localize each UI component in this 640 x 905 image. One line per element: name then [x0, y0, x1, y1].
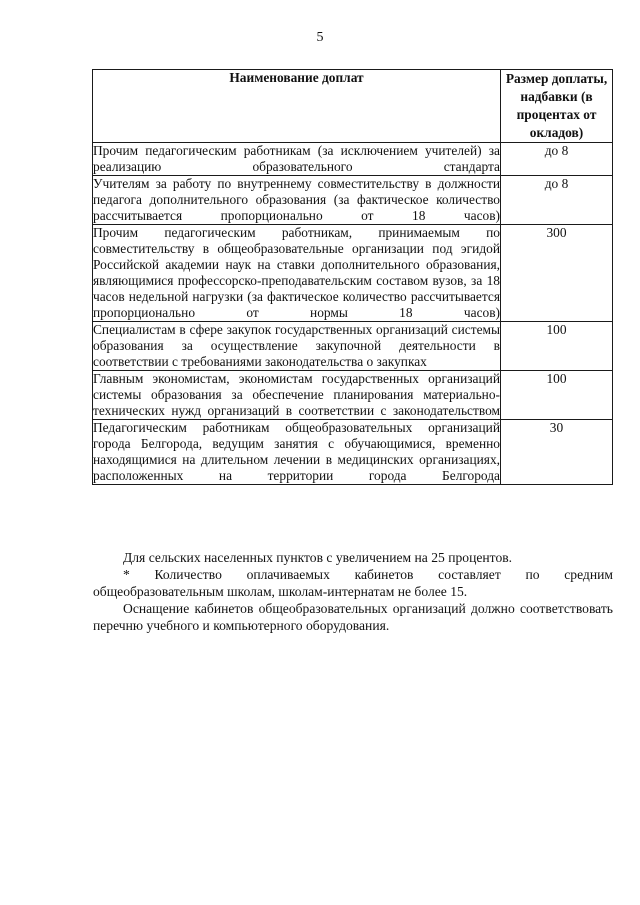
table-row [93, 176, 613, 225]
allowance-value: 100 [501, 322, 613, 371]
allowance-name: Прочим педагогическим работникам (за исключением учителей) за реализацию образовательного стандарта [93, 143, 500, 174]
table-row [93, 420, 613, 485]
table-row [93, 371, 613, 420]
notes-section [93, 549, 613, 634]
table-row [93, 322, 613, 371]
note-equipment: Оснащение кабинетов общеобразовательных организаций должно соответствовать перечню учебного и компьютерного оборудования. [93, 601, 613, 633]
header-allowance-name: Наименование доплат [93, 70, 501, 143]
allowance-name: Главным экономистам, экономистам государственных организаций системы образования за обеспечение планирования материально-технических нужд организаций в соответствии с законодательством [93, 371, 500, 418]
allowance-name: Прочим педагогическим работникам, принимаемым по совместительству в общеобразовательные организации под эгидой Российской академии наук на ставки дополнительного образования, являющимися профессорско-преподавательским составом вузов, за 18 часов недельной нагрузки (за фактическое количество рассчитывается пропорционально от нормы 18 часов) [93, 225, 500, 320]
allowance-value: 100 [501, 371, 613, 420]
allowance-name: Педагогическим работникам общеобразовательных организаций города Белгорода, ведущим занятия с обучающимися, временно находящимися на длительном лечении в медицинских организациях, расположенных на территории города Белгорода [93, 420, 500, 483]
table-header-row [93, 70, 613, 143]
table-row [93, 143, 613, 176]
note-cabinets: * Количество оплачиваемых кабинетов составляет по средним общеобразовательным школам, школам-интернатам не более 15. [93, 567, 613, 599]
allowance-value: до 8 [501, 176, 613, 225]
note-rural: Для сельских населенных пунктов с увеличением на 25 процентов. [123, 550, 513, 565]
table-row [93, 225, 613, 322]
allowance-value: до 8 [501, 143, 613, 176]
allowances-table [92, 69, 613, 485]
allowance-value: 300 [501, 225, 613, 322]
header-allowance-size: Размер доплаты, надбавки (в процентах от окладов) [501, 70, 613, 143]
allowance-name: Учителям за работу по внутреннему совместительству в должности педагога дополнительного образования (за фактическое количество рассчитывается пропорционально от 18 часов) [93, 176, 500, 223]
allowance-name: Специалистам в сфере закупок государственных организаций системы образования за осуществление закупочной деятельности в соответствии с требованиями законодательства о закупках [93, 322, 500, 369]
allowance-value: 30 [501, 420, 613, 485]
page-number: 5 [316, 30, 324, 45]
